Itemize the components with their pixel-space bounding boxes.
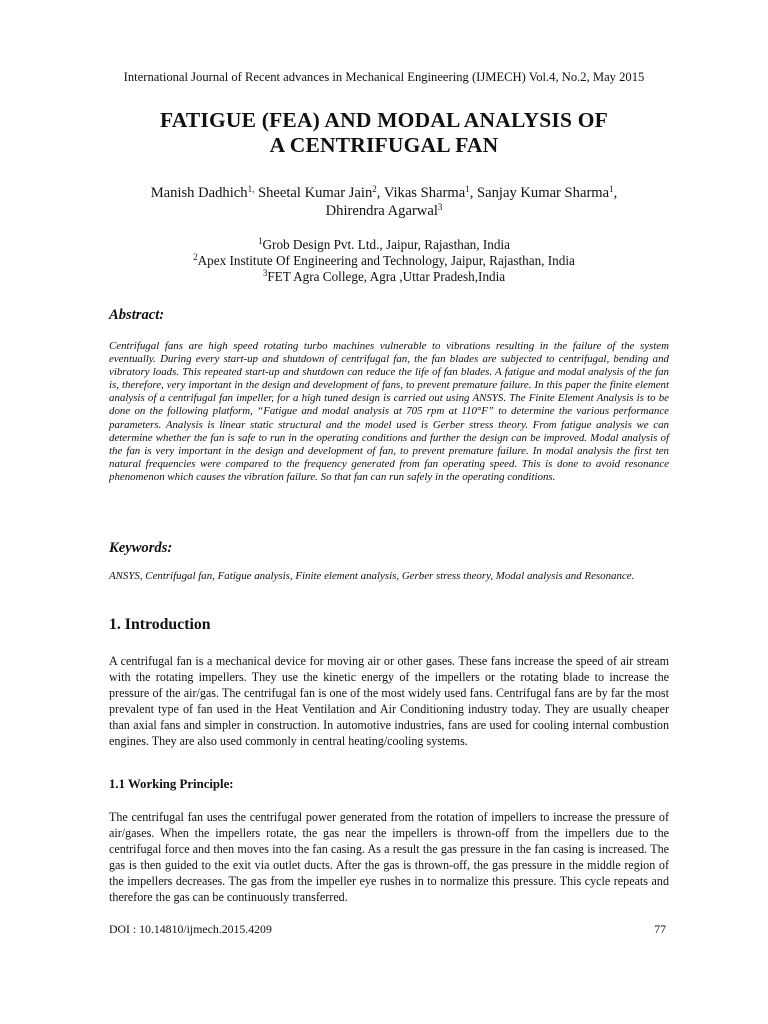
author-affil-mark: 2 bbox=[372, 184, 377, 195]
affiliation: $^3$FET Agra College, Agra ,Uttar Pradesh,India bbox=[262, 268, 506, 284]
doi-footer: DOI : 10.14810/ijmech.2015.4209 bbox=[109, 922, 272, 936]
author-affil-mark: 1 bbox=[465, 184, 470, 195]
abstract-heading: Abstract: bbox=[109, 307, 165, 323]
author-name: Sheetal Kumar Jain bbox=[257, 185, 373, 201]
author-affil-mark: 3 bbox=[437, 202, 443, 213]
working-principle-heading: 1.1 Working Principle: bbox=[109, 777, 234, 791]
introduction-heading: 1. Introduction bbox=[109, 616, 211, 633]
title-line-2: A CENTRIFUGAL FAN bbox=[269, 133, 499, 157]
paper-title bbox=[60, 108, 708, 158]
author-list: Manish Dadhich$^{1,}$ Sheetal Kumar Jain$^2$, Vikas Sharma$^1$, Sanjay Kumar Sharma$^1$, Dhirendra Agarwal$^3$ bbox=[150, 184, 618, 219]
author-affil-mark: 1 bbox=[609, 184, 614, 195]
keywords-text: ANSYS, Centrifugal fan, Fatigue analysis, Finite element analysis, Gerber stress theory, Modal analysis and Resonance. bbox=[109, 570, 635, 582]
author-name: Sanjay Kumar Sharma bbox=[477, 185, 610, 201]
page-number: 77 bbox=[654, 922, 666, 936]
author-name: Vikas Sharma bbox=[383, 185, 466, 201]
author-affil-mark: 1, bbox=[247, 184, 255, 195]
author-name: Dhirendra Agarwal bbox=[325, 203, 438, 219]
abstract-text: Centrifugal fans are high speed rotating turbo machines vulnerable to vibrations resulting in the failure of the system eventually. During every start-up and shutdown of centrifugal fan, the fan blades are subjected to centrifugal, bending and vibratory loads. This repeated start-up and shutdown can reduce the life of fan blades. A fatigue and modal analysis of the fan is, therefore, very important in the design and development of fans, to prevent premature failure. In this paper the finite element analysis of a centrifugal fan impeller, for a high tuned design is carried out using ANSYS. The Finite Element Analysis is to be done on the following platform, “Fatigue and modal analysis at 705 rpm at 110°F” to determine the various performance parameters. Analysis is linear static structural and the model used is Gerber stress theory. From fatigue analysis we can determine whether the fan is safe to run in the operating conditions and further the design can be improved. Modal analysis of the fan is very important in the design and development of fan, to prevent premature failure. In modal analysis the first ten natural frequencies were compared to the frequency generated from fan operating speed. This is done to avoid resonance phenomenon which causes the vibration failure. So that fan can run safely in the operating conditions. bbox=[109, 340, 669, 483]
journal-header: International Journal of Recent advances in Mechanical Engineering (IJMECH) Vol.4, No.2, May 2015 bbox=[123, 70, 645, 84]
affiliation-list bbox=[80, 237, 688, 285]
affiliation: $^2$Apex Institute Of Engineering and Technology, Jaipur, Rajasthan, India bbox=[193, 252, 575, 268]
keywords-heading: Keywords: bbox=[109, 540, 173, 556]
author-name: Manish Dadhich bbox=[150, 185, 248, 201]
introduction-text: A centrifugal fan is a mechanical device for moving air or other gases. These fans increase the speed of air stream with the rotating impellers. They use the kinetic energy of the impellers or the rotating blade to increase the pressure of the air/gas. The centrifugal fan is one of the most widely used fans. Centrifugal fans are by far the most prevalent type of fan used in the Heat Ventilation and Air Conditioning industry today. They are usually cheaper than axial fans and simpler in construction. In automotive industries, fans are used for cooling internal combustion engines. They are also used commonly in central heating/cooling systems. bbox=[109, 654, 669, 748]
working-principle-text: The centrifugal fan uses the centrifugal power generated from the rotation of impellers to increase the pressure of air/gases. When the impellers rotate, the gas near the impellers is thrown-off from the impellers due to the centrifugal force and then moves into the fan casing. As a result the gas pressure in the fan casing is increased. The gas is then guided to the exit via outlet ducts. After the gas is thrown-off, the gas pressure in the middle region of the impellers decreases. The gas from the impeller eye rushes in to normalize this pressure. This cycle repeats and therefore the gas can be continuously transferred. bbox=[109, 810, 669, 904]
affiliation: $^1$Grob Design Pvt. Ltd., Jaipur, Rajasthan, India bbox=[258, 236, 510, 252]
title-line-1: FATIGUE (FEA) AND MODAL ANALYSIS OF bbox=[159, 108, 608, 132]
